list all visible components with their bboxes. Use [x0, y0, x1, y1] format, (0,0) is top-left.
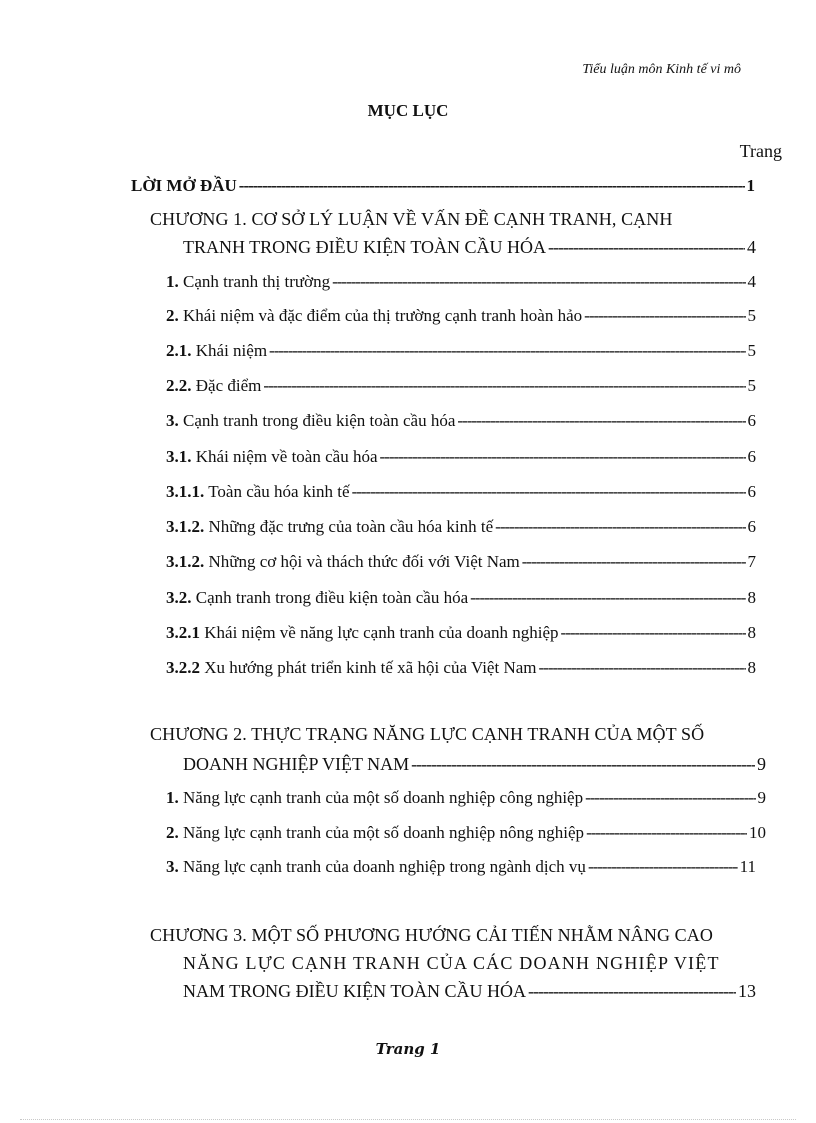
toc-entry-page: 8 — [747, 588, 756, 607]
leader-dots — [239, 176, 745, 196]
toc-entry-2-1[interactable] — [166, 341, 756, 361]
leader-dots — [411, 754, 755, 775]
toc-entry-3[interactable] — [166, 411, 756, 431]
toc-entry-number: 2. — [166, 306, 179, 325]
toc-entry-label: Toàn cầu hóa kinh tế — [208, 482, 350, 501]
toc-entry-ch2-3[interactable] — [166, 857, 756, 877]
toc-entry-page: 5 — [747, 306, 756, 325]
toc-entry-page: 11 — [739, 857, 756, 876]
toc-entry-intro[interactable] — [131, 176, 755, 196]
toc-entry-3-2[interactable] — [166, 588, 756, 608]
toc-entry-page: 9 — [757, 788, 766, 807]
toc-chapter-3-line2[interactable]: NĂNG LỰC CẠNH TRANH CỦA CÁC DOANH NGHIỆP VIỆT — [183, 953, 720, 973]
toc-entry-3-1[interactable] — [166, 447, 756, 467]
toc-entry-number: 1. — [166, 788, 179, 807]
toc-chapter-2-line1[interactable]: CHƯƠNG 2. THỰC TRẠNG NĂNG LỰC CẠNH TRANH CỦA MỘT SỐ — [150, 724, 705, 744]
leader-dots — [539, 658, 746, 678]
toc-entry-page: 8 — [747, 658, 756, 677]
toc-entry-label: Cạnh tranh thị trường — [183, 272, 331, 291]
toc-entry-label: Những cơ hội và thách thức đối với Việt Nam — [208, 552, 520, 571]
toc-chapter-2[interactable] — [183, 754, 766, 775]
leader-dots — [588, 857, 738, 877]
leader-dots — [263, 376, 745, 396]
toc-entry-number: 2. — [166, 823, 179, 842]
toc-entry-label: Đặc điểm — [195, 376, 262, 395]
toc-entry-label: Khái niệm và đặc điểm của thị trường cạnh tranh hoàn hảo — [183, 306, 583, 325]
toc-entry-page: 6 — [747, 482, 756, 501]
toc-entry-number: 3. — [166, 411, 179, 430]
toc-entry-number: 1. — [166, 272, 179, 291]
toc-entry-3-1-2a[interactable] — [166, 517, 756, 537]
toc-entry-page: 7 — [747, 552, 756, 571]
toc-entry-page: 8 — [747, 623, 756, 642]
page-title: MỤC LỤC — [367, 101, 449, 120]
leader-dots — [470, 588, 745, 608]
toc-entry-page: 6 — [747, 411, 756, 430]
toc-entry-label: DOANH NGHIỆP VIỆT NAM — [183, 754, 410, 774]
toc-entry-page: 1 — [746, 176, 755, 195]
toc-entry-number: 3.2. — [166, 588, 192, 607]
page-column-label: Trang — [739, 141, 782, 161]
toc-entry-label: Cạnh tranh trong điều kiện toàn cầu hóa — [183, 411, 456, 430]
leader-dots — [561, 623, 746, 643]
toc-entry-label: Năng lực cạnh tranh của doanh nghiệp trong ngành dịch vụ — [183, 857, 586, 876]
leader-dots — [528, 981, 736, 1002]
toc-entry-number: 2.2. — [166, 376, 192, 395]
leader-dots — [352, 482, 746, 502]
leader-dots — [495, 517, 745, 537]
toc-entry-3-2-2[interactable] — [166, 658, 756, 678]
toc-chapter-3-line1[interactable]: CHƯƠNG 3. MỘT SỐ PHƯƠNG HƯỚNG CẢI TIẾN NHẰM NÂNG CAO — [150, 925, 713, 945]
toc-entry-3-2-1[interactable] — [166, 623, 756, 643]
toc-entry-label: Cạnh tranh trong điều kiện toàn cầu hóa — [195, 588, 469, 607]
toc-entry-page: 4 — [747, 272, 756, 291]
toc-entry-number: 3.2.1 — [166, 623, 200, 642]
leader-dots — [585, 788, 755, 808]
toc-entry-page: 6 — [747, 517, 756, 536]
toc-entry-2[interactable] — [166, 306, 756, 326]
toc-entry-number: 3.1. — [166, 447, 192, 466]
leader-dots — [269, 341, 745, 361]
toc-entry-label: Năng lực cạnh tranh của một số doanh nghiệp công nghiệp — [183, 788, 584, 807]
toc-entry-number: 3.1.2. — [166, 552, 205, 571]
toc-entry-1[interactable] — [166, 272, 756, 292]
toc-entry-label: Khái niệm về năng lực cạnh tranh của doanh nghiệp — [204, 623, 559, 642]
toc-entry-ch2-1[interactable] — [166, 788, 766, 808]
toc-entry-number: 3.2.2 — [166, 658, 200, 677]
toc-entry-ch2-2[interactable] — [166, 823, 766, 843]
toc-entry-page: 13 — [738, 981, 756, 1001]
toc-chapter-1[interactable] — [183, 237, 756, 258]
leader-dots — [584, 306, 745, 326]
leader-dots — [332, 272, 745, 292]
toc-chapter-1-line1[interactable]: CHƯƠNG 1. CƠ SỞ LÝ LUẬN VỀ VẤN ĐỀ CẠNH TRANH, CẠNH — [150, 209, 673, 229]
leader-dots — [380, 447, 746, 467]
toc-chapter-3[interactable] — [183, 981, 756, 1002]
leader-dots — [522, 552, 746, 572]
toc-entry-page: 4 — [747, 237, 756, 257]
toc-entry-3-1-2b[interactable] — [166, 552, 756, 572]
toc-entry-3-1-1[interactable] — [166, 482, 756, 502]
toc-entry-number: 3.1.1. — [166, 482, 205, 501]
toc-entry-label: Khái niệm — [195, 341, 268, 360]
toc-entry-number: 2.1. — [166, 341, 192, 360]
toc-entry-page: 5 — [747, 376, 756, 395]
toc-entry-number: 3. — [166, 857, 179, 876]
toc-entry-number: 3.1.2. — [166, 517, 205, 536]
running-header: Tiểu luận môn Kinh tế vi mô — [582, 62, 741, 77]
toc-entry-label: LỜI MỞ ĐẦU — [131, 176, 237, 195]
toc-entry-label: NAM TRONG ĐIỀU KIỆN TOÀN CẦU HÓA — [183, 981, 526, 1001]
toc-entry-2-2[interactable] — [166, 376, 756, 396]
toc-entry-page: 5 — [747, 341, 756, 360]
toc-entry-label: Xu hướng phát triển kinh tế xã hội của Việt Nam — [204, 658, 537, 677]
page-number-footer: Trang 1 — [375, 1040, 441, 1058]
toc-entry-label: Khái niệm về toàn cầu hóa — [195, 447, 378, 466]
toc-entry-label: Năng lực cạnh tranh của một số doanh nghiệp nông nghiệp — [183, 823, 585, 842]
leader-dots — [457, 411, 745, 431]
bottom-divider — [20, 1119, 796, 1120]
toc-entry-page: 9 — [757, 754, 766, 774]
toc-entry-page: 10 — [749, 823, 766, 842]
toc-entry-label: Những đặc trưng của toàn cầu hóa kinh tế — [208, 517, 494, 536]
toc-entry-page: 6 — [747, 447, 756, 466]
leader-dots — [586, 823, 747, 843]
leader-dots — [548, 237, 745, 258]
toc-entry-label: TRANH TRONG ĐIỀU KIỆN TOÀN CẦU HÓA — [183, 237, 546, 257]
